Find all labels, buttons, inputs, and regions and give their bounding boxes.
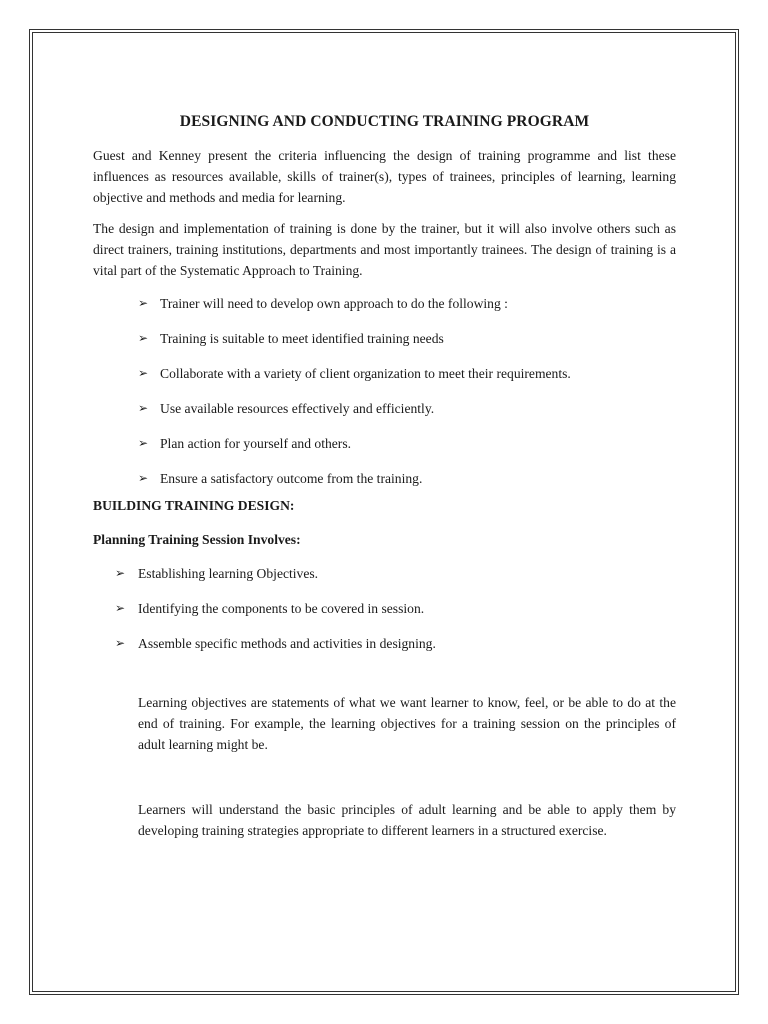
arrow-bullet-icon: ➢ [115,636,126,650]
list-item: ➢ Ensure a satisfactory outcome from the training. [93,468,676,503]
arrow-bullet-icon: ➢ [138,401,149,415]
list-item: ➢ Use available resources effectively and efficiently. [93,398,676,433]
arrow-bullet-icon: ➢ [138,436,149,450]
planning-session-heading: Planning Training Session Involves: [93,532,301,547]
arrow-bullet-icon: ➢ [138,296,149,310]
intro-paragraph: Guest and Kenney present the criteria influencing the design of training programme and list these influences as resources available, skills of trainer(s), types of trainees, principles of learning, learning objective and methods and media for learning. [93,148,676,205]
list-item: ➢ Plan action for yourself and others. [93,433,676,468]
arrow-bullet-icon: ➢ [138,366,149,380]
arrow-bullet-icon: ➢ [115,566,126,580]
arrow-bullet-icon: ➢ [138,331,149,345]
list-item: ➢ Identifying the components to be covered in session. [93,598,676,633]
list-item: ➢ Training is suitable to meet identified training needs [93,328,676,363]
trainer-approach-list [93,293,676,503]
document-body [93,113,676,841]
list-item: ➢ Trainer will need to develop own approach to do the following : [93,293,676,328]
arrow-bullet-icon: ➢ [138,471,149,485]
list-item: ➢ Assemble specific methods and activities in designing. [93,633,676,668]
list-item: ➢ Collaborate with a variety of client organization to meet their requirements. [93,363,676,398]
learners-paragraph: Learners will understand the basic principles of adult learning and be able to apply them by developing training strategies appropriate to different learners in a structured exercise. [138,802,676,838]
building-design-heading: BUILDING TRAINING DESIGN: [93,498,295,513]
document-title: DESIGNING AND CONDUCTING TRAINING PROGRAM [179,113,590,130]
learning-objectives-paragraph: Learning objectives are statements of what we want learner to know, feel, or be able to do at the end of training. For example, the learning objectives for a training session on the principles of adult learning might be. [138,695,676,752]
planning-list [93,563,676,668]
design-paragraph: The design and implementation of training is done by the trainer, but it will also involve others such as direct trainers, training institutions, departments and most importantly trainees. The design of training is a vital part of the Systematic Approach to Training. [93,221,676,278]
arrow-bullet-icon: ➢ [115,601,126,615]
list-item: ➢ Establishing learning Objectives. [93,563,676,598]
